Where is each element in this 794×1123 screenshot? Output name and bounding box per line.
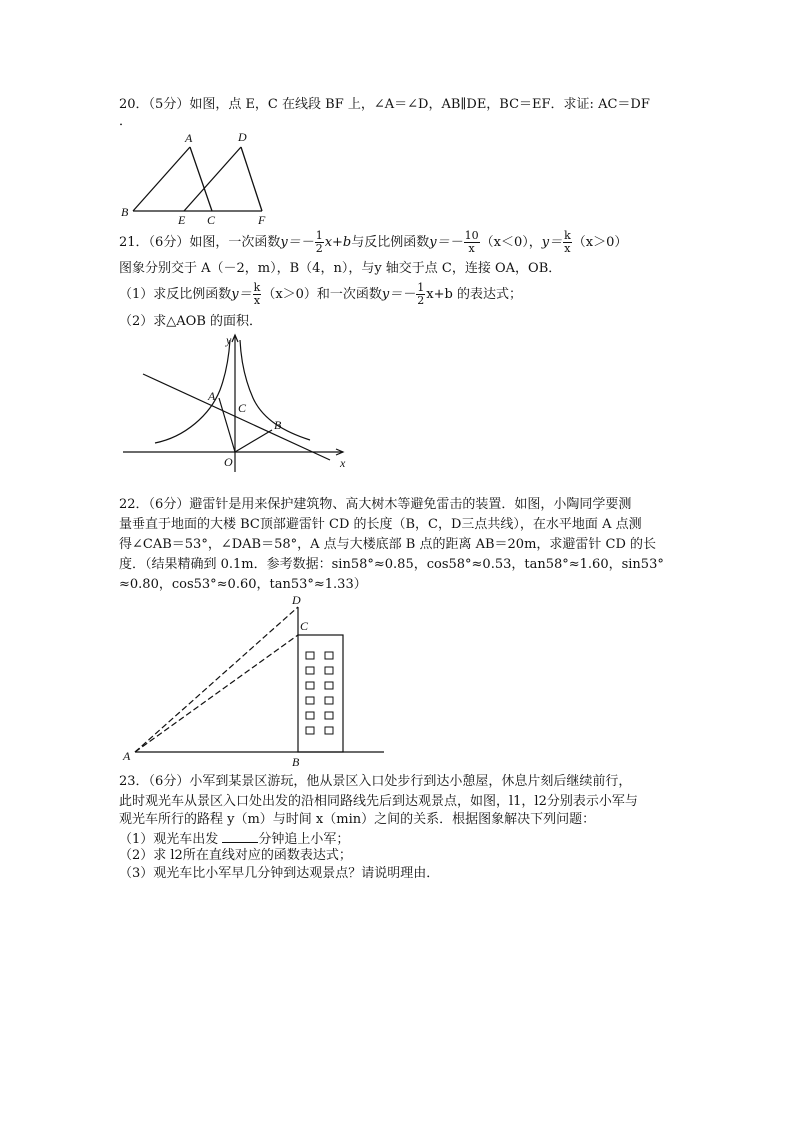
q21-line2: 图象分别交于 A（－2，m），B（4，n），与y 轴交于点 C，连接 OA，OB． [119, 261, 562, 276]
q22-line3: 得∠CAB＝53°，∠DAB＝58°，A 点与大楼底部 B 点的距离 AB＝20m，求避雷针 CD 的长 [119, 537, 657, 552]
q21-q1-y2: y＝－ [381, 287, 416, 302]
q23-line3: 观光车所行的路程 y（m）与时间 x（min）之间的关系．根据图象解决下列问题： [119, 812, 596, 827]
q21-frac2-num: 10 [464, 229, 479, 242]
q21-q1-y: y＝ [231, 287, 252, 302]
q22-label-d: D [292, 593, 301, 607]
q21-q1-frac2-den: 2 [417, 294, 425, 307]
q23-q1-text-b: 分钟追上小军； [258, 832, 350, 847]
q22-line2: 量垂直于地面的大楼 BC顶部避雷针 CD 的长度（B，C，D三点共线），在水平地面 A 点测 [119, 517, 642, 532]
q23-line1: 23．（6分）小军到某景区游玩，他从景区入口处步行到达小憩屋，休息片刻后继续前行， [119, 774, 632, 789]
q20-line2: ． [119, 114, 133, 129]
q21-frac3-num: k [564, 229, 571, 242]
q22-line5: ≈0.80，cos53°≈0.60，tan53°≈1.33） [119, 577, 367, 592]
q20-label-d: D [238, 130, 247, 144]
q20-label-f: F [258, 213, 266, 227]
q21-y-eq2: y＝－ [429, 235, 463, 250]
q21-label-o: O [224, 455, 233, 469]
q21-label-x: x [340, 456, 346, 470]
q21-label-b: B [274, 418, 282, 432]
q21-y-eq3: y＝ [541, 235, 563, 250]
q21-q1-text-c: x+b 的表达式； [426, 287, 522, 302]
q21-xb1: x+b [324, 235, 352, 250]
q21-frac2-den: x [468, 242, 475, 255]
q23-q3: （3）观光车比小军早几分钟到达观景点？请说明理由． [119, 866, 440, 881]
q21-q1-frac-num: k [253, 281, 261, 294]
q21-label-a: A [208, 389, 216, 403]
q21-q1-text-b: （x＞0）和一次函数 [262, 287, 382, 302]
q20-label-e: E [178, 213, 186, 227]
q21-text-b: 与反比例函数 [351, 235, 430, 250]
q21-frac1-num: 1 [315, 229, 323, 242]
q20-line1: 20．（5分）如图，点 E，C 在线段 BF 上，∠A＝∠D，AB∥DE，BC＝EF．求证: AC＝DF [119, 97, 650, 112]
q21-y-eq1: y＝－ [280, 235, 314, 250]
q23-q1-text-a: （1）观光车出发 [119, 832, 219, 847]
q21-text-a: 21．（6分）如图，一次函数 [119, 235, 281, 250]
q23-q2: （2）求 l2所在直线对应的函数表达式； [119, 848, 352, 863]
q22-building-windows [306, 652, 333, 734]
q23-line2: 此时观光车从景区入口处出发的沿相同路线先后到达观景点，如图，l1，l2分别表示小军与 [119, 794, 638, 809]
q21-q1-text-a: （1）求反比例函数 [119, 287, 232, 302]
q21-label-c: C [238, 401, 247, 415]
q21-frac3-den: x [564, 242, 571, 255]
q20-label-a: A [185, 131, 193, 145]
q20-label-b: B [121, 205, 129, 219]
q21-cond2: （x＞0） [572, 235, 628, 250]
q21-q1-frac-den: x [253, 294, 261, 307]
q22-line1: 22．（6分）避雷针是用来保护建筑物、高大树木等避免雷击的装置．如图，小陶同学要测 [119, 497, 632, 512]
q21-q1-frac2-num: 1 [417, 281, 425, 294]
q21-q2: （2）求△AOB 的面积． [119, 314, 263, 329]
q22-label-b: B [292, 755, 300, 769]
q21-cond1: （x＜0）， [480, 235, 542, 250]
q22-label-a: A [123, 749, 131, 763]
q22-label-c: C [300, 619, 309, 633]
q21-frac1-den: 2 [315, 242, 323, 255]
q23-q1-blank[interactable] [222, 830, 258, 843]
q21-label-y: y [226, 333, 232, 347]
q22-line4: 度．（结果精确到 0.1m．参考数据：sin58°≈0.85，cos58°≈0.53，tan58°≈1.60，sin53° [119, 557, 664, 572]
q23-q1 [119, 830, 349, 848]
q20-label-c: C [207, 213, 216, 227]
